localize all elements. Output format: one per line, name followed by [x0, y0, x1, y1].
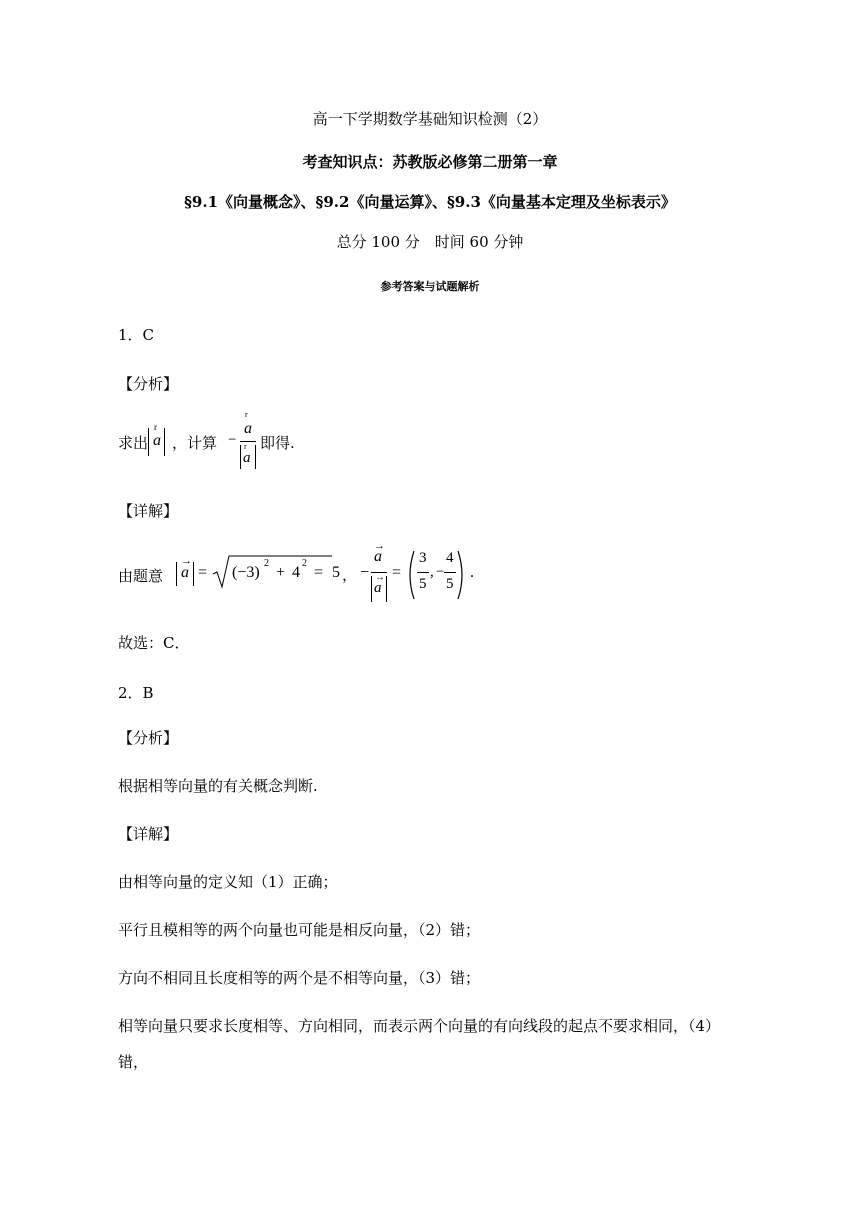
q1-analysis-suffix: 即得. [260, 434, 295, 452]
q2-detail-line-3: 方向不相同且长度相等的两个是不相等向量，（3）错； [118, 969, 481, 987]
q1-analysis-label: 【分析】 [118, 375, 179, 393]
right-paren [456, 550, 466, 600]
numerator-3: 3 [419, 550, 427, 566]
exponent-2b: 2 [302, 558, 307, 569]
q2-detail-line-1: 由相等向量的定义知（1）正确； [118, 873, 338, 891]
fraction-bar [240, 441, 256, 442]
left-paren [406, 550, 416, 600]
q2-analysis-text: 根据相等向量的有关概念判断. [118, 777, 318, 795]
separator: , [430, 564, 434, 580]
document-title: 高一下学期数学基础知识检测（2） [312, 110, 548, 128]
topics-line: 考查知识点：苏教版必修第二册第一章 [302, 153, 558, 171]
minus-sign: − [360, 564, 370, 581]
score-time-line: 总分 100 分 时间 60 分钟 [336, 233, 524, 251]
q2-detail-line-4a: 相等向量只要求长度相等、方向相同，而表示两个向量的有向线段的起点不要求相同，（4） [118, 1017, 721, 1035]
q1-number: 1．C [118, 326, 155, 344]
q2-detail-line-2: 平行且模相等的两个向量也可能是相反向量，（2）错； [118, 921, 481, 939]
base-4: 4 [292, 564, 300, 581]
vector-arrow-mark: r [154, 422, 157, 432]
q2-number: 2．B [118, 684, 154, 702]
denominator-a: a [243, 450, 251, 466]
vector-a: a [181, 564, 189, 581]
q2-detail-label: 【详解】 [118, 825, 179, 843]
q2-detail-line-4b: 错， [118, 1053, 149, 1071]
q1-result-vector [406, 540, 466, 606]
fraction-bar [444, 572, 456, 573]
answer-heading: 参考答案与试题解析 [380, 280, 480, 293]
numerator-a: a [374, 548, 382, 565]
plus-sign: + [276, 564, 286, 581]
q1-conclusion: 故选：C． [118, 634, 190, 652]
q2-analysis-label: 【分析】 [118, 729, 179, 747]
value-5: 5 [332, 564, 340, 581]
vector-arrow-mark: r [245, 410, 248, 419]
vector-arrow-mark: → [181, 555, 192, 567]
q1-detail-prefix: 由题意 [118, 567, 164, 585]
sections-line: §9.1《向量概念》、§9.2《向量运算》、§9.3《向量基本定理及坐标表示》 [184, 193, 676, 211]
q1-analysis-prefix: 求出 [118, 434, 149, 452]
denominator-a: a [374, 580, 382, 596]
equals-sign-3: = [392, 564, 402, 581]
denominator-5: 5 [419, 576, 427, 592]
equals-sign-2: = [314, 564, 324, 581]
fraction-bar [417, 572, 429, 573]
denominator-5b: 5 [446, 576, 454, 592]
minus-sign: − [228, 432, 237, 448]
q1-detail-label: 【详解】 [118, 502, 179, 520]
exponent-2: 2 [264, 558, 269, 569]
numerator-4: 4 [446, 550, 454, 566]
vector-arrow-mark: → [374, 540, 385, 552]
equals-sign: = [198, 564, 208, 581]
vector-arrow-mark: r [244, 442, 247, 451]
numerator-a: a [244, 420, 252, 437]
comma: ， [342, 566, 358, 584]
q1-unit-vector-formula [228, 410, 264, 474]
vector-a: a [153, 432, 161, 449]
q1-analysis-mid: ，计算 [172, 434, 218, 452]
neg-sign: − [436, 564, 445, 580]
base-neg3: (−3) [232, 564, 260, 581]
vector-arrow-mark: → [375, 572, 385, 583]
period: . [470, 564, 474, 581]
